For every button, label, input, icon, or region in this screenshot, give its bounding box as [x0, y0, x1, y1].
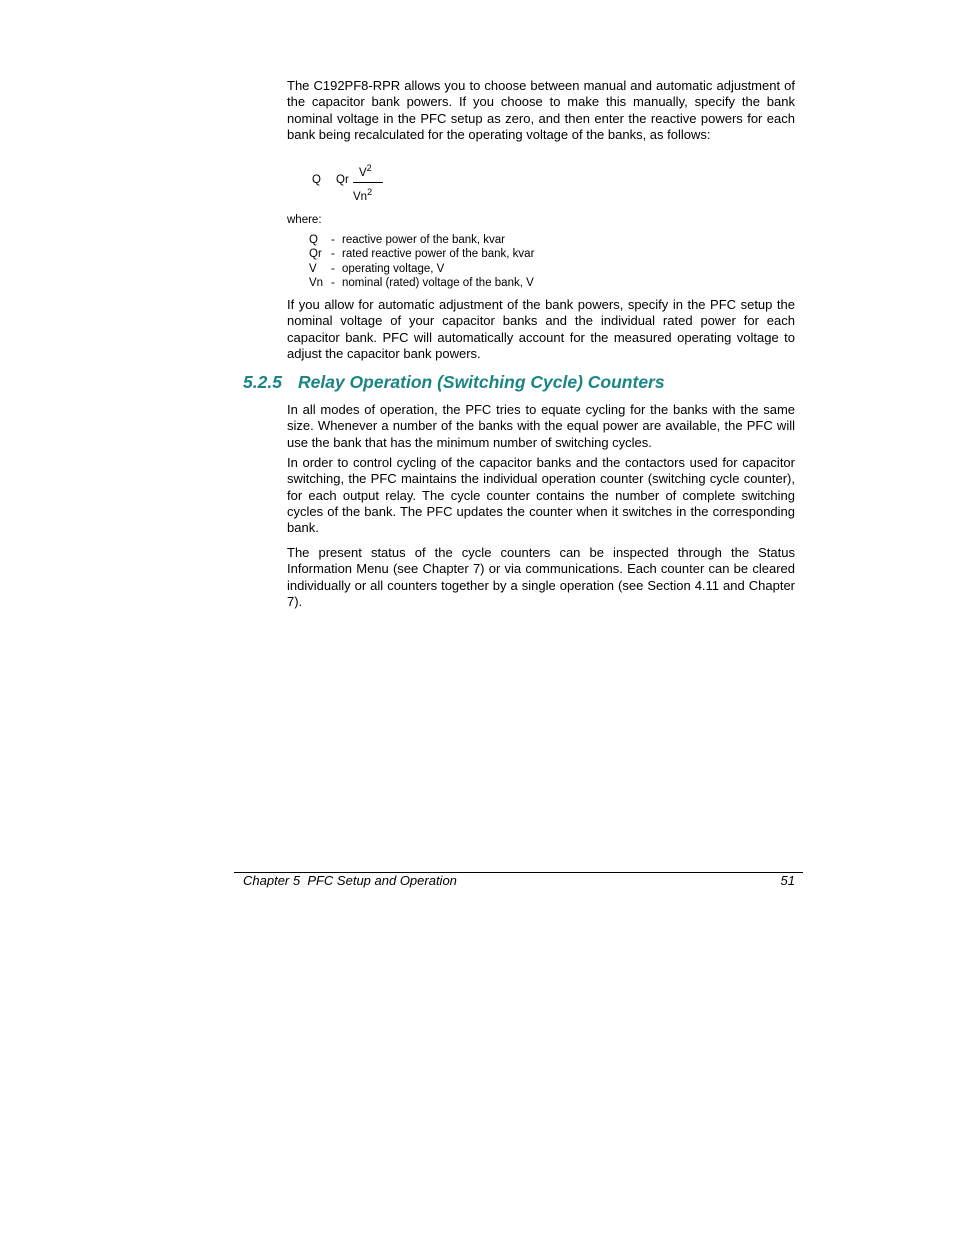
definition-row — [309, 262, 534, 276]
definition-dash: - — [331, 248, 335, 261]
formula-denominator: Vn$^2$ — [353, 187, 373, 203]
formula-numerator: $V^2$ — [359, 163, 372, 179]
auto-adjust-paragraph: If you allow for automatic adjustment of the bank powers, specify in the PFC setup the nominal voltage of your capacitor banks and the individual rated power for each capacitor bank. PFC will automatically account for the measured operating voltage to adjust the capacitor bank powers. — [287, 297, 795, 361]
definition-text: rated reactive power of the bank, kvar — [342, 248, 535, 261]
section-number: 5.2.5 — [243, 372, 282, 392]
definition-dash: - — [331, 234, 335, 246]
section-title: Relay Operation (Switching Cycle) Counters — [298, 372, 665, 392]
section-heading — [243, 372, 665, 393]
definition-text: operating voltage, V — [342, 262, 445, 275]
definition-row — [309, 247, 534, 261]
definition-dash: - — [331, 262, 335, 275]
definition-row — [309, 233, 534, 247]
definition-dash: - — [331, 277, 335, 290]
footer-chapter: Chapter 5 PFC Setup and Operation — [243, 873, 457, 888]
formula-coefficient: Qr — [336, 174, 349, 186]
definition-symbol: V — [309, 262, 317, 275]
fraction-bar — [353, 182, 383, 183]
intro-paragraph: The C192PF8-RPR allows you to choose between manual and automatic adjustment of the capacitor bank powers. If you choose to make this manually, specify the bank nominal voltage in the PFC setup as zero, and then enter the reactive powers for each bank being recalculated for the operating voltage of the banks, as follows: — [287, 78, 795, 142]
where-label: where: — [287, 214, 322, 226]
footer-page-number: 51 — [780, 873, 795, 888]
section-paragraph-2: In order to control cycling of the capacitor banks and the contactors used for capacitor switching, the PFC maintains the individual operation counter (switching cycle counter), for each output relay. The cycle counter contains the number of complete switching cycles of the bank. The PFC updates the counter when it switches in the corresponding bank. — [287, 455, 795, 536]
section-paragraph-1: In all modes of operation, the PFC tries to equate cycling for the banks with the same size. Whenever a number of the banks with the equal power are available, the PFC will use the bank that has the minimum number of switching cycles. — [287, 402, 795, 450]
definitions-list — [309, 233, 534, 291]
definition-text: reactive power of the bank, kvar — [342, 234, 505, 246]
definition-symbol: Qr — [309, 248, 322, 261]
definition-text: nominal (rated) voltage of the bank, V — [342, 277, 534, 290]
formula-lhs: Q — [312, 174, 321, 186]
definition-symbol: Q — [309, 234, 318, 246]
definition-row — [309, 276, 534, 290]
definition-symbol: Vn — [309, 277, 324, 290]
section-paragraph-3: The present status of the cycle counters can be inspected through the Status Information Menu (see Chapter 7) or via communications. Each counter can be cleared individually or all counters together by a single operation (see Section 4.11 and Chapter 7). — [287, 545, 795, 609]
